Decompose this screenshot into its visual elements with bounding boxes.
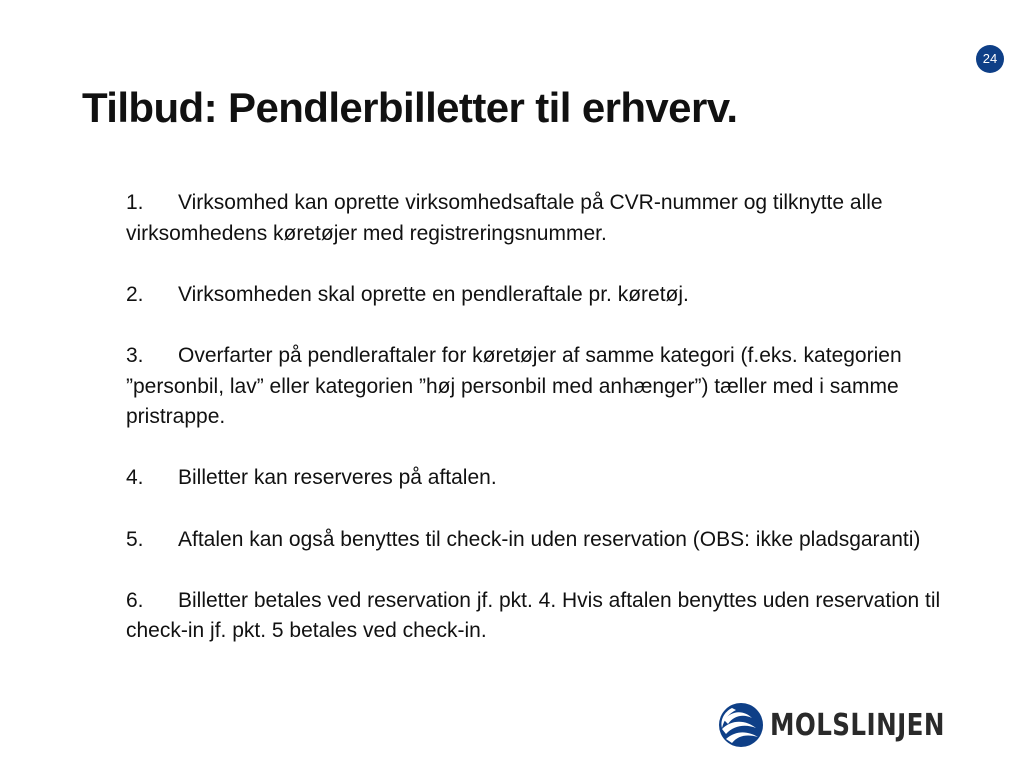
molslinjen-logo [718,700,983,750]
list-item-number: 4. [126,466,144,490]
list-item [126,280,956,311]
list-item-text: Billetter kan reserveres på aftalen. [178,466,497,490]
list-item-number: 2. [126,282,144,306]
list-item [126,341,956,433]
logo-wordmark: MOLSLINJEN [770,707,945,743]
list-item-number: 6. [126,588,144,612]
list-item-text: Overfarter på pendleraftaler for køretøjer af samme kategori (f.eks. kategorien ”personbil, lav” eller kategorien ”høj personbil med anhænger”) tæller med i samme pristrappe. [126,343,902,429]
numbered-list [126,188,956,678]
list-item [126,586,956,647]
list-item-number: 3. [126,343,144,367]
list-item-text: Billetter betales ved reservation jf. pkt. 4. Hvis aftalen benyttes uden reservation til check-in jf. pkt. 5 betales ved check-in. [126,588,941,643]
page-title: Tilbud: Pendlerbilletter til erhverv. [82,84,738,131]
list-item-text: Aftalen kan også benyttes til check-in uden reservation (OBS: ikke pladsgaranti) [178,527,921,551]
list-item-number: 5. [126,527,144,551]
list-item [126,525,956,556]
list-item-text: Virksomheden skal oprette en pendleraftale pr. køretøj. [178,282,689,306]
page-number-badge: 24 [976,45,1004,73]
wave-emblem-icon [718,702,764,748]
list-item-number: 1. [126,191,144,214]
list-item-text: Virksomhed kan oprette virksomhedsaftale på CVR-nummer og tilknytte alle virksomhedens køretøjer med registreringsnummer. [126,191,883,245]
list-item [126,188,956,249]
list-item [126,463,956,494]
